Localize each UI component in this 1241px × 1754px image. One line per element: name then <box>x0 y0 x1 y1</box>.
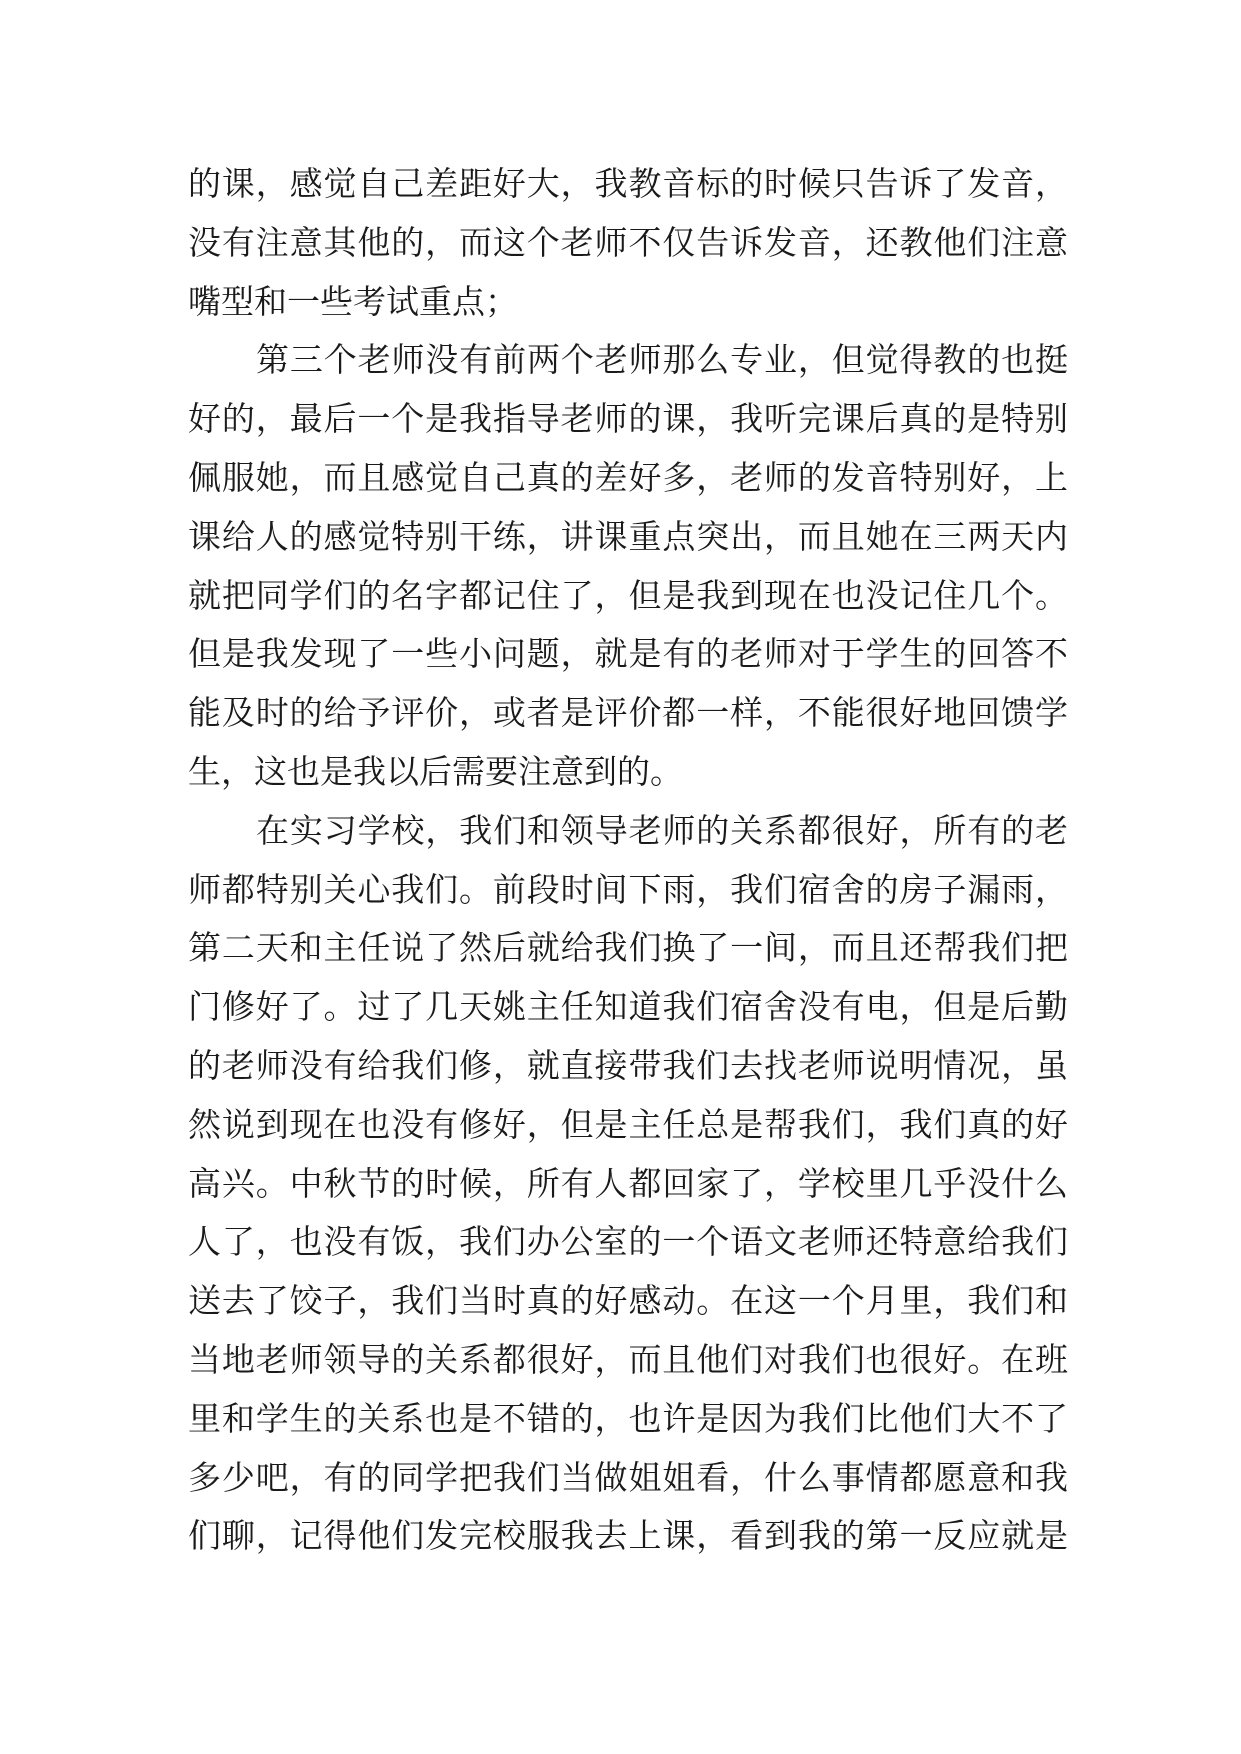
text-line: 但是我发现了一些小问题，就是有的老师对于学生的回答不 <box>188 634 1068 674</box>
text-line: 高兴。中秋节的时候，所有人都回家了，学校里几乎没什么 <box>188 1163 1068 1203</box>
text-line: 第二天和主任说了然后就给我们换了一间，而且还帮我们把 <box>188 928 1068 968</box>
text-line: 们聊，记得他们发完校服我去上课，看到我的第一反应就是 <box>188 1516 1068 1556</box>
text-line: 在实习学校，我们和领导老师的关系都很好，所有的老 <box>256 810 1068 850</box>
text-line: 师都特别关心我们。前段时间下雨，我们宿舍的房子漏雨， <box>188 869 1068 909</box>
text-line: 嘴型和一些考试重点； <box>188 281 518 321</box>
text-line: 好的，最后一个是我指导老师的课，我听完课后真的是特别 <box>188 399 1068 439</box>
text-line: 就把同学们的名字都记住了，但是我到现在也没记住几个。 <box>188 575 1068 615</box>
text-line: 送去了饺子，我们当时真的好感动。在这一个月里，我们和 <box>188 1281 1068 1321</box>
text-line: 的老师没有给我们修，就直接带我们去找老师说明情况，虽 <box>188 1045 1068 1085</box>
text-line: 没有注意其他的，而这个老师不仅告诉发音，还教他们注意 <box>188 222 1068 262</box>
text-line: 的课，感觉自己差距好大，我教音标的时候只告诉了发音， <box>188 164 1068 203</box>
text-line: 第三个老师没有前两个老师那么专业，但觉得教的也挺 <box>256 340 1068 380</box>
text-line: 佩服她，而且感觉自己真的差好多，老师的发音特别好，上 <box>188 457 1068 497</box>
text-line: 人了，也没有饭，我们办公室的一个语文老师还特意给我们 <box>188 1222 1068 1262</box>
text-line: 当地老师领导的关系都很好，而且他们对我们也很好。在班 <box>188 1339 1068 1379</box>
text-line: 多少吧，有的同学把我们当做姐姐看，什么事情都愿意和我 <box>188 1457 1068 1497</box>
text-line: 生，这也是我以后需要注意到的。 <box>188 751 683 791</box>
text-line: 能及时的给予评价，或者是评价都一样，不能很好地回馈学 <box>188 693 1068 733</box>
text-line: 课给人的感觉特别干练，讲课重点突出，而且她在三两天内 <box>188 516 1068 556</box>
text-line: 里和学生的关系也是不错的，也许是因为我们比他们大不了 <box>188 1398 1068 1438</box>
body-text <box>188 155 1068 1566</box>
text-line: 然说到现在也没有修好，但是主任总是帮我们，我们真的好 <box>188 1104 1068 1144</box>
text-line: 门修好了。过了几天姚主任知道我们宿舍没有电，但是后勤 <box>188 987 1068 1027</box>
